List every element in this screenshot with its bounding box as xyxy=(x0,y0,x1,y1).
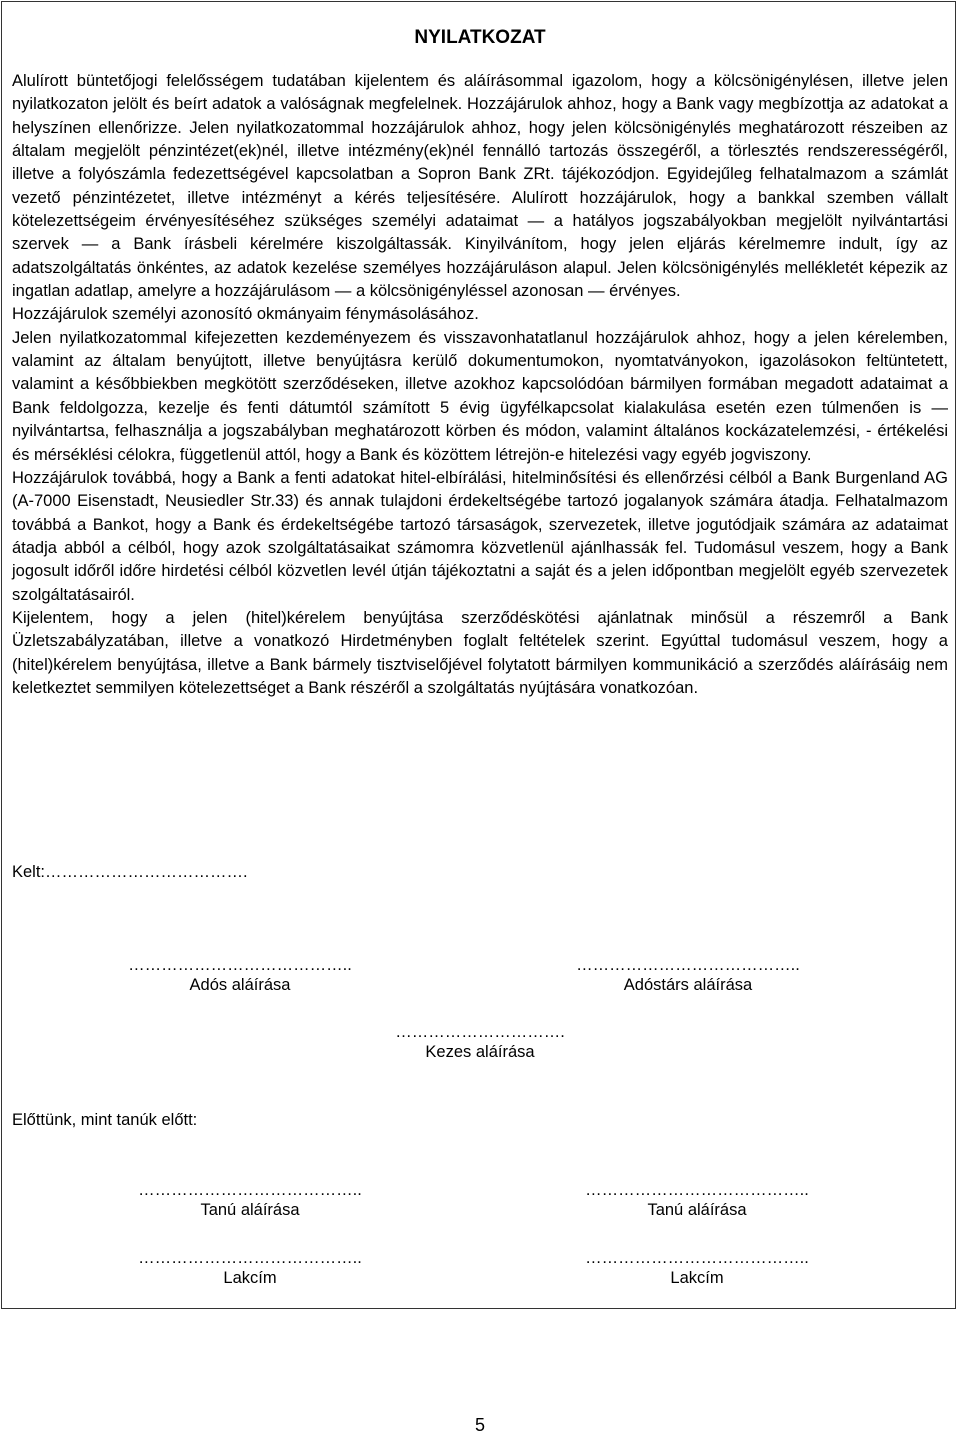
paragraph-id-copy: Hozzájárulok személyi azonosító okmányaim fénymásolásához. xyxy=(12,305,479,324)
page-number: 5 xyxy=(474,1415,485,1435)
paragraph-consent: Alulírott büntetőjogi felelősségem tudatában kijelentem és aláírásommal igazolom, hogy a kölcsönigénylésen, illetve jelen nyilatkozaton jelölt és beírt adatok a valóságnak megfelelnek. Hozzájárulok ahhoz, hogy a Bank vagy megbízottja az adatokat a helyszínen ellenőrizze. Jelen nyilatkozatommal hozzájárulok ahhoz, hogy jelen kölcsönigénylés meghatározott részeiben az általam megjelölt pénzintézet(ek)nél, illetve intézmény(ek)nél fennálló tartozás összegéről, a törlesztés rendszerességéről, illetve a folyószámla fedezettségével kapcsolatban a Sopron Bank ZRt. tájékozódjon. Egyidejűleg felhatalmazom a számlát vezető pénzintézetet, illetve intézményt a kérés teljesítésére. Alulírott hozzájárulok, hogy a bankkal szemben vállalt kötelezettségeim érvényesítéséhez szükséges személyi adataimat — a hatályos jogszabályokban megjelölt nyilvántartási szervek — a Bank írásbeli kérelmére kiszolgáltassák. Kinyilvánítom, hogy jelen eljárás kérelmemre indult, így az adatszolgáltatás önkéntes, az adatok kezelése személyes hozzájáruláson alapul. Jelen kölcsönigénylés mellékletét képezik az ingatlan adatlap, amelyre a hozzájárulásom — a kölcsönigényléssel azonosan — érvényes. xyxy=(12,72,948,301)
witness-2-signature-line: ………………………………….. xyxy=(585,1181,809,1199)
witness-1-address-label: Lakcím xyxy=(223,1269,277,1287)
witness-intro: Előttünk, mint tanúk előtt: xyxy=(12,1111,198,1129)
paragraph-offer: Kijelentem, hogy a jelen (hitel)kérelem benyújtása szerződéskötési ajánlatnak minősül a részemről a Bank Üzletszabályzatában, illetve a vonatkozó Hirdetményben foglalt feltételek szerint. Egyúttal tudomásul veszem, hogy a (hitel)kérelem benyújtása, illetve a Bank bármely tisztviselőjével folytatott bármilyen kommunikáció a szerződés aláírásáig nem keletkeztet semmilyen kötelezettséget a Bank részéről a szolgáltatás nyújtására vonatkozóan. xyxy=(12,608,948,697)
codebtor-signature-line: ………………………………….. xyxy=(576,956,800,974)
witness-2-signature-label: Tanú aláírása xyxy=(647,1201,747,1219)
guarantor-signature-line: …………………………. xyxy=(395,1023,565,1041)
debtor-signature-label: Adós aláírása xyxy=(189,976,291,994)
debtor-signature-line: ………………………………….. xyxy=(128,956,352,974)
witness-1-signature-line: ………………………………….. xyxy=(138,1181,362,1199)
document-title: NYILATKOZAT xyxy=(414,27,546,48)
guarantor-signature-label: Kezes aláírása xyxy=(425,1043,535,1061)
declaration-body xyxy=(12,70,948,700)
paragraph-data-processing: Jelen nyilatkozatommal kifejezetten kezdeményezem és visszavonhatatlanul hozzájárulok ahhoz, hogy a jelen kérelemben, valamint az általam benyújtott, illetve benyújtásra kerülő dokumentumokon, nyomtatványokon, igazolásokon feltüntetett, valamint a későbbiekben megkötött szerződéseken, illetve azokhoz kapcsolódóan bármilyen formában megadott adataimat a Bank feldolgozza, kezelje és fenti dátumtól számított 5 évig ügyfélkapcsolat kialakulása esetén ezen túlmenően is — nyilvántartsa, felhasználja a jogszabályban meghatározott körben és módon, valamint általános kockázatelemzési, - értékelési és mérséklési célokra, függetlenül attól, hogy a Bank és közöttem létrejön-e hitelezési vagy egyéb jogviszony. xyxy=(12,328,948,464)
witness-1-address-line: ………………………………….. xyxy=(138,1249,362,1267)
codebtor-signature-label: Adóstárs aláírása xyxy=(623,976,753,994)
witness-2-address-label: Lakcím xyxy=(670,1269,724,1287)
paragraph-data-transfer: Hozzájárulok továbbá, hogy a Bank a fenti adatokat hitel-elbírálási, hitelminősítési és ellenőrzési célból a Bank Burgenland AG (A-7000 Eisenstadt, Neusiedler Str.33) és annak tulajdoni érdekeltségébe tartozó jogalanyok számára átadja. Felhatalmazom továbbá a Bankot, hogy a Bank és érdekeltségébe tartozó társaságok, szervezetek, illetve jogutódjaik számára az adataimat átadja abból a célból, hogy azok szolgáltatásaikat számomra közvetlenül ajánlhassák fel. Tudomásul veszem, hogy a Bank jogosult időről időre hirdetési célból közvetlen levél útján tájékoztatni a saját és a jelen időpontban megjelölt egyéb szervezetek szolgáltatásairól. xyxy=(12,468,948,604)
witness-1-signature-label: Tanú aláírása xyxy=(200,1201,300,1219)
witness-2-address-line: ………………………………….. xyxy=(585,1249,809,1267)
kelt-field: Kelt:………………………………. xyxy=(12,863,248,881)
